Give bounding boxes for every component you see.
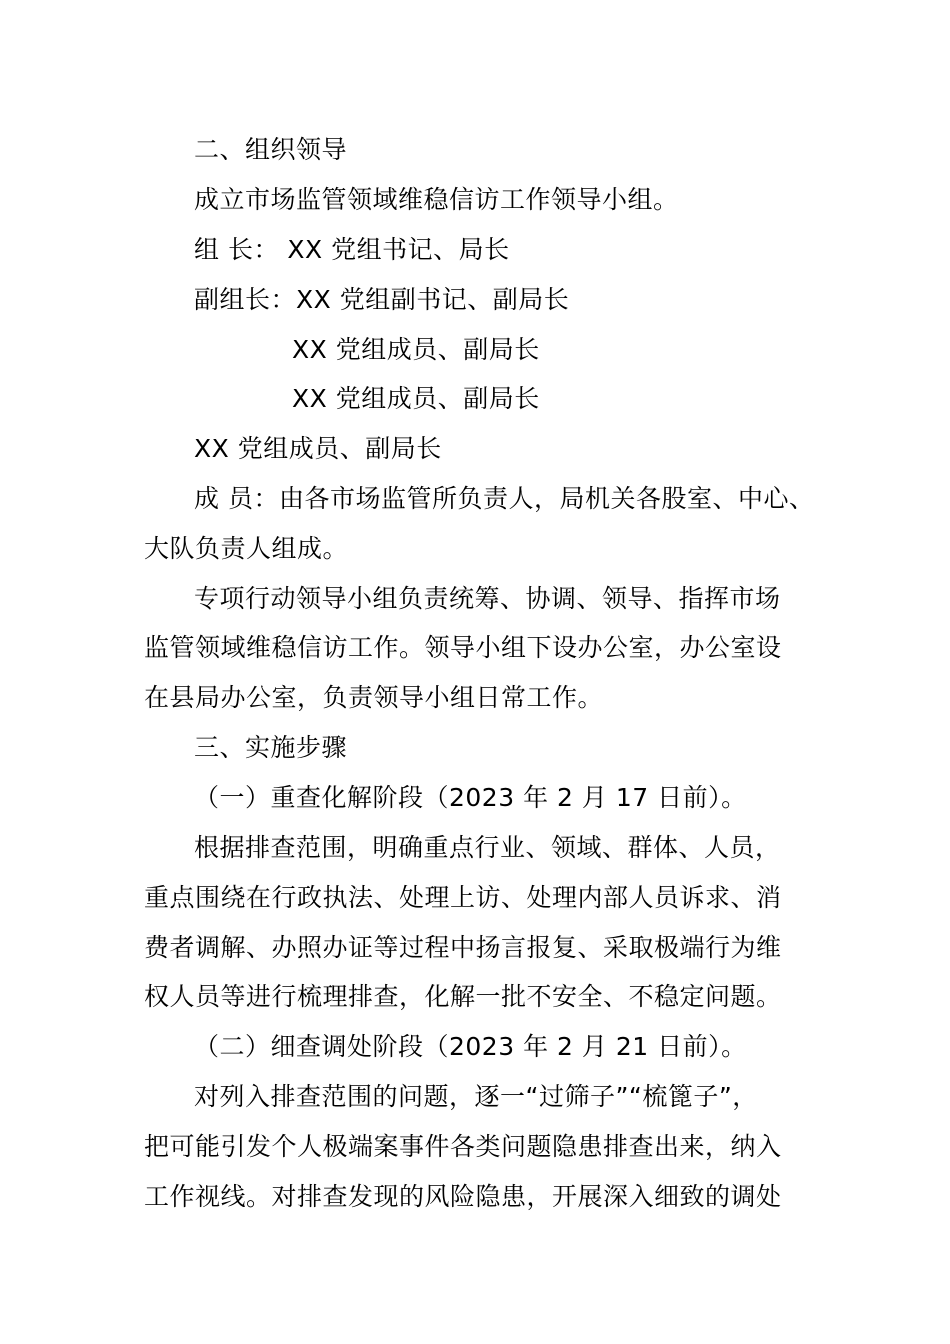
team-leader-line: 组 长： XX 党组书记、局长 — [194, 235, 510, 264]
paragraph-line: 监管领域维稳信访工作。领导小组下设办公室，办公室设 — [144, 633, 782, 662]
deputy-leader-line: XX 党组成员、副局长 — [292, 384, 540, 413]
deputy-leader-line: XX 党组成员、副局长 — [194, 434, 442, 463]
section-heading-organization: 二、组织领导 — [194, 135, 348, 164]
paragraph-line: 大队负责人组成。 — [144, 534, 349, 563]
paragraph-line: 费者调解、办照办证等过程中扬言报复、采取极端行为维 — [144, 933, 782, 962]
subsection-heading-phase-2: （二）细查调处阶段（2023 年 2 月 21 日前）。 — [194, 1032, 747, 1061]
paragraph-line: 在县局办公室，负责领导小组日常工作。 — [144, 683, 604, 712]
paragraph-line: 成立市场监管领域维稳信访工作领导小组。 — [194, 185, 679, 214]
paragraph-line: 重点围绕在行政执法、处理上访、处理内部人员诉求、消 — [144, 883, 782, 912]
paragraph-line: 根据排查范围，明确重点行业、领域、群体、人员， — [194, 833, 781, 862]
paragraph-line: 对列入排查范围的问题，逐一“过筛子”“梳篦子”， — [194, 1082, 758, 1111]
paragraph-line: 把可能引发个人极端案事件各类问题隐患排查出来，纳入 — [144, 1132, 782, 1161]
deputy-leader-line: XX 党组成员、副局长 — [292, 335, 540, 364]
deputy-leader-line: 副组长：XX 党组副书记、副局长 — [194, 285, 570, 314]
section-heading-steps: 三、实施步骤 — [194, 733, 348, 762]
paragraph-line: 权人员等进行梳理排查，化解一批不安全、不稳定问题。 — [144, 982, 782, 1011]
members-line: 成 员：由各市场监管所负责人，局机关各股室、中心、 — [194, 484, 815, 513]
paragraph-line: 专项行动领导小组负责统筹、协调、领导、指挥市场 — [194, 584, 781, 613]
paragraph-line: 工作视线。对排查发现的风险隐患，开展深入细致的调处 — [144, 1182, 782, 1211]
subsection-heading-phase-1: （一）重查化解阶段（2023 年 2 月 17 日前）。 — [194, 783, 747, 812]
